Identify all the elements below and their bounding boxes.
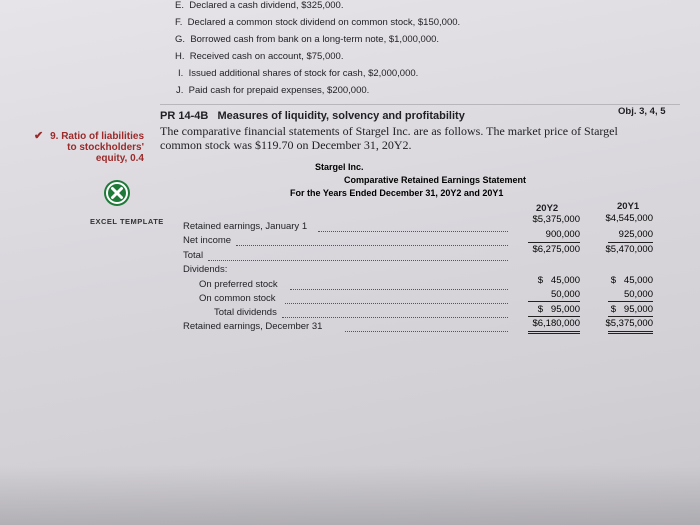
column-header-20y2: 20Y2 <box>536 203 559 214</box>
statement-period: For the Years Ended December 31, 20Y2 and 20Y1 <box>290 188 504 198</box>
statement-name: Comparative Retained Earnings Statement <box>343 175 527 185</box>
list-item: I. Issued additional shares of stock for cash, $2,000,000. <box>178 68 419 79</box>
objectives-label: Obj. 3, 4, 5 <box>618 106 666 117</box>
table-row-label: On preferred stock <box>199 279 278 290</box>
underline <box>528 301 580 302</box>
excel-template-label: EXCEL TEMPLATE <box>90 217 164 226</box>
table-cell: 50,000 <box>623 289 653 300</box>
table-cell: $5,375,000 <box>532 214 580 225</box>
answer-note: 9. Ratio of liabilities to stockholders' equity, 0.4 <box>50 131 144 164</box>
excel-template-icon[interactable] <box>104 180 130 206</box>
table-cell: $ 45,000 <box>537 275 580 286</box>
table-cell: 925,000 <box>618 229 653 240</box>
table-cell: $6,275,000 <box>532 244 580 255</box>
leader-dots <box>208 259 508 261</box>
column-header-20y1: 20Y1 <box>617 201 640 212</box>
leader-dots <box>282 316 508 318</box>
underline <box>608 242 653 243</box>
table-cell: $6,180,000 <box>532 318 580 329</box>
list-item: H. Received cash on account, $75,000. <box>175 51 344 62</box>
double-underline <box>528 333 580 334</box>
table-cell: 50,000 <box>550 289 580 300</box>
list-item: F. Declared a common stock dividend on common stock, $150,000. <box>175 17 461 28</box>
table-cell: $ 95,000 <box>610 304 653 315</box>
page-shadow <box>0 465 700 525</box>
leader-dots <box>290 288 508 290</box>
table-row-label: On common stock <box>199 293 276 304</box>
list-item: E. Declared a cash dividend, $325,000. <box>175 0 344 11</box>
underline <box>528 316 580 317</box>
double-underline <box>608 331 653 332</box>
leader-dots <box>285 302 508 304</box>
statement-company: Stargel Inc. <box>315 162 364 172</box>
problem-heading: PR 14-4B Measures of liquidity, solvency and profitability <box>160 110 465 122</box>
problem-text-line1: The comparative financial statements of Stargel Inc. are as follows. The market price of Stargel <box>160 124 618 138</box>
table-cell: 900,000 <box>545 229 580 240</box>
table-row-label: Total dividends <box>214 307 277 318</box>
leader-dots <box>318 230 508 232</box>
table-cell: $5,375,000 <box>605 318 653 329</box>
table-cell: $5,470,000 <box>605 244 653 255</box>
table-row-label: Total <box>183 250 204 261</box>
leader-dots <box>345 330 508 332</box>
underline <box>528 242 580 243</box>
table-cell: $4,545,000 <box>605 213 653 224</box>
leader-dots <box>236 244 508 246</box>
table-cell: $ 95,000 <box>537 304 580 315</box>
double-underline <box>608 333 653 334</box>
list-item: G. Borrowed cash from bank on a long-term note, $1,000,000. <box>175 34 440 45</box>
problem-text-line2: common stock was $119.70 on December 31, 20Y2. <box>160 138 412 152</box>
section-divider <box>160 104 680 105</box>
double-underline <box>528 331 580 332</box>
table-row-label: Net income <box>183 235 232 246</box>
underline <box>608 301 653 302</box>
table-row-label: Retained earnings, December 31 <box>183 321 323 332</box>
checkmark-icon: ✔ <box>34 130 44 142</box>
table-row-label: Retained earnings, January 1 <box>183 221 308 232</box>
table-cell: $ 45,000 <box>610 275 653 286</box>
list-item: J. Paid cash for prepaid expenses, $200,000. <box>176 85 370 96</box>
table-row-label: Dividends: <box>183 264 228 275</box>
underline <box>608 316 653 317</box>
